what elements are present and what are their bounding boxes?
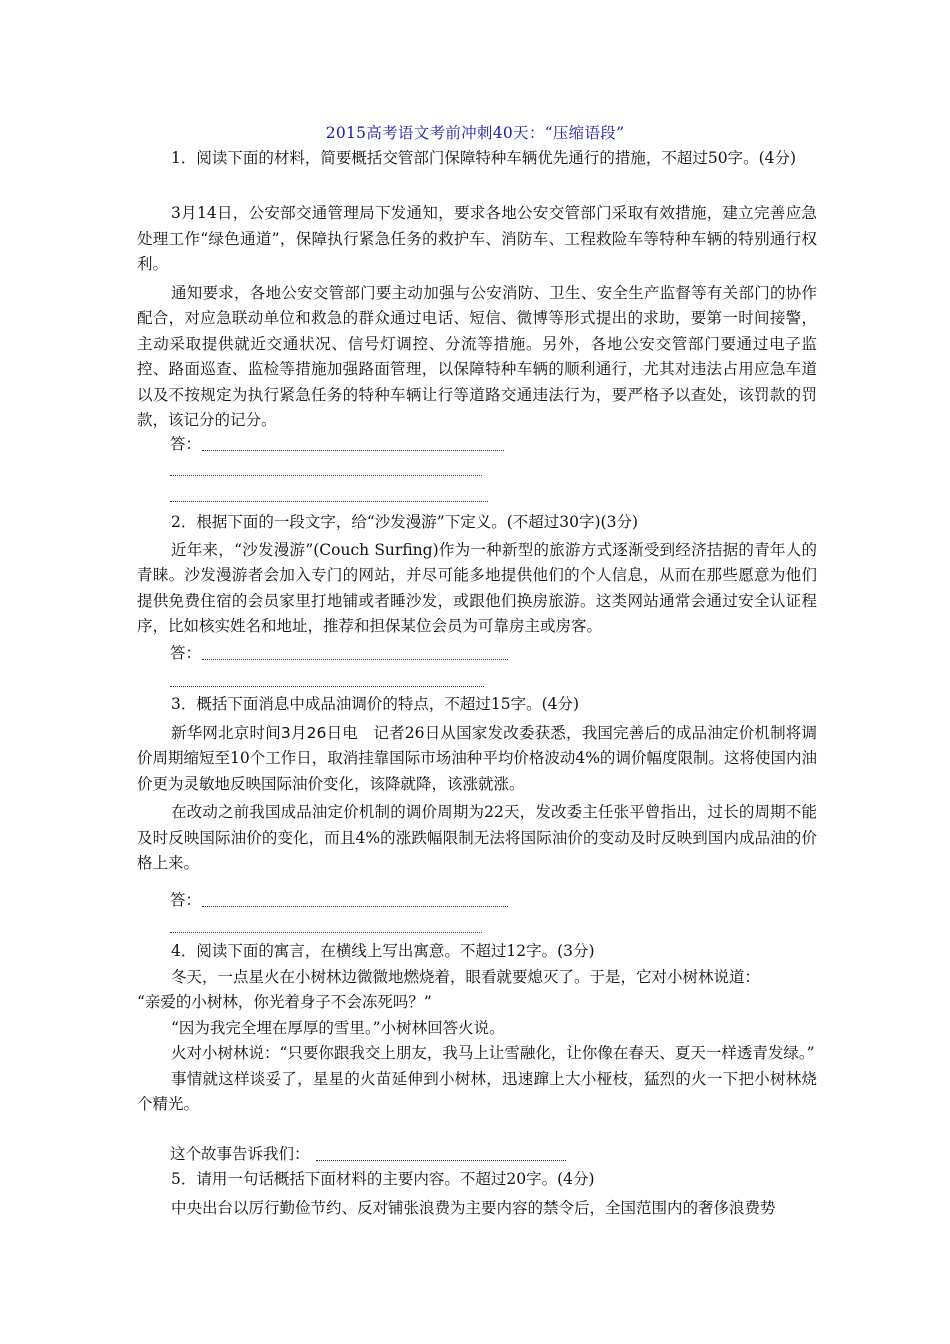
question-2-answer-label: 答： — [170, 644, 202, 662]
question-4-paragraph-1: 冬天，一点星火在小树林边微微地燃烧着，眼看就要熄灭了。于是，它对小树林说道： — [171, 967, 761, 986]
question-1 — [137, 146, 817, 172]
question-5-stem: 5．请用一句话概括下面材料的主要内容。不超过20字。(4分) — [171, 1170, 595, 1188]
question-2-answer-line-2[interactable] — [170, 686, 484, 687]
document-title: 2015高考语文考前冲刺40天：“压缩语段” — [325, 124, 625, 142]
question-4-stem: 4．阅读下面的寓言，在横线上写出寓意。不超过12字。(3分) — [171, 942, 595, 960]
question-1-material — [137, 201, 817, 434]
question-5 — [137, 1167, 817, 1221]
question-3-stem: 3．概括下面消息中成品油调价的特点，不超过15字。(4分) — [171, 695, 580, 713]
question-1-answer-line-1[interactable] — [202, 450, 504, 451]
question-3-answer-line-2[interactable] — [170, 932, 482, 933]
question-4-answer-line[interactable] — [316, 1160, 566, 1161]
question-4-paragraph-4: 事情就这样谈妥了，星星的火苗延伸到小树林，迅速蹿上大小桠枝，猛烈的火一下把小树林烧个精光。 — [137, 1069, 817, 1113]
question-1-paragraph-2: 通知要求，各地公安交管部门要主动加强与公安消防、卫生、安全生产监督等有关部门的协作配合，对应急联动单位和救急的群众通过电话、短信、微博等形式提出的求助，要第一时间接警，主动采取提供就近交通状况、信号灯调控、分流等措施。另外，各地公安交管部门要通过电子监控、路面巡查、监检等措施加强路面管理，以保障特种车辆的顺利通行，尤其对违法占用应急车道以及不按规定为执行紧急任务的特种车辆让行等道路交通违法行为，要严格予以查处，该罚款的罚款，该记分的记分。 — [137, 283, 817, 429]
question-4-paragraph-1b: “亲爱的小树林，你光着身子不会冻死吗？” — [137, 993, 432, 1011]
question-1-paragraph-1: 3月14日，公安部交通管理局下发通知，要求各地公安交管部门采取有效措施，建立完善应急处理工作“绿色通道”，保障执行紧急任务的救护车、消防车、工程救险车等特种车辆的特别通行权利。 — [137, 204, 817, 273]
question-3-answer-label: 答： — [170, 891, 202, 909]
question-1-answer-line-2[interactable] — [170, 475, 482, 476]
question-3-paragraph-2: 在改动之前我国成品油定价机制的调价周期为22天，发改委主任张平曾指出，过长的周期不能及时反映国际油价的变化，而且4%的涨跌幅限制无法将国际油价的变动及时反映到国内成品油的价格上来。 — [137, 803, 817, 872]
question-5-paragraph-1: 中央出台以厉行勤俭节约、反对铺张浪费为主要内容的禁令后，全国范围内的奢侈浪费势 — [171, 1198, 776, 1217]
question-2-answer-line-1[interactable] — [202, 659, 508, 660]
question-3 — [137, 692, 817, 877]
question-2-stem: 2．根据下面的一段文字，给“沙发漫游”下定义。(不超过30字)(3分) — [171, 513, 638, 531]
question-2-paragraph-1: 近年来，“沙发漫游”(Couch Surfing)作为一种新型的旅游方式逐渐受到经济拮据的青年人的青睐。沙发漫游者会加入专门的网站，并尽可能多地提供他们的个人信息，从而在那些愿意为他们提供免费住宿的会员家里打地铺或者睡沙发，或跟他们换房旅游。这类网站通常会通过安全认证程序，比如核实姓名和地址，推荐和担保某位会员为可靠房主或房客。 — [137, 540, 817, 635]
question-1-answer-line-3[interactable] — [170, 501, 488, 502]
question-3-paragraph-1-text: 记者26日从国家发改委获悉，我国完善后的成品油定价机制将调价周期缩短至10个工作日，取消挂靠国际市场油种平均价格波动4%的调价幅度限制。这将使国内油价更为灵敏地反映国际油价变化，该降就降，该涨就涨。 — [137, 723, 817, 793]
question-4-paragraph-3: 火对小树林说：“只要你跟我交上朋友，我马上让雪融化，让你像在春天、夏天一样透青发绿。” — [171, 1044, 815, 1062]
question-3-lead: 新华网北京时间3月26日电 — [171, 723, 358, 742]
question-2 — [137, 510, 817, 640]
question-1-stem: 1．阅读下面的材料，简要概括交管部门保障特种车辆优先通行的措施，不超过50字。(4分) — [171, 149, 797, 167]
question-4 — [137, 939, 817, 1118]
question-4-answer-label: 这个故事告诉我们： — [170, 1145, 310, 1163]
question-3-paragraph-1 — [137, 721, 817, 798]
question-1-answer-label: 答： — [170, 435, 202, 453]
question-3-answer-line-1[interactable] — [202, 906, 508, 907]
question-4-paragraph-2: “因为我完全埋在厚厚的雪里。”小树林回答火说。 — [171, 1018, 505, 1037]
